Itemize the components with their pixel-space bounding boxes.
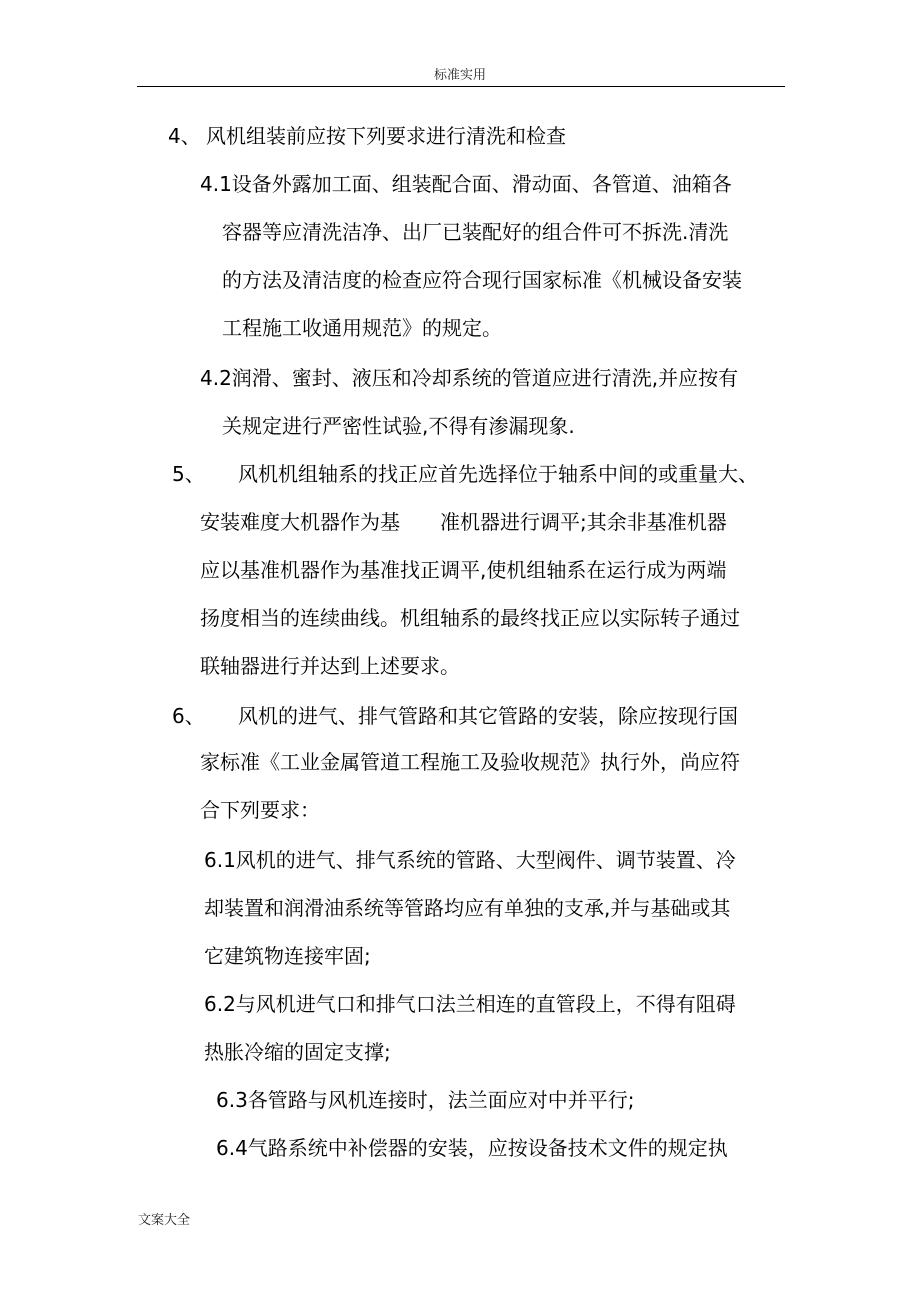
section-4-1-line-1: 4.1设备外露加工面、组装配合面、滑动面、各管道、油箱各 [200, 172, 732, 196]
section-6-2-line-2: 热胀冷缩的固定支撑; [204, 1040, 391, 1064]
section-5-line-4: 扬度相当的连续曲线。机组轴系的最终找正应以实际转子通过 [200, 606, 740, 630]
section-6-number: 6、 [172, 704, 205, 728]
section-4-number: 4、 [168, 124, 201, 148]
footer-text: 文案大全 [138, 1213, 191, 1228]
section-6-1-line-3: 它建筑物连接牢固; [204, 944, 371, 968]
section-4-1-line-4: 工程施工收通用规范》的规定。 [222, 316, 502, 340]
section-4-2-line-1: 4.2润滑、蜜封、液压和冷却系统的管道应进行清洗,并应按有 [200, 366, 739, 390]
section-6-line-2: 家标准《工业金属管道工程施工及验收规范》执行外，尚应符 [200, 750, 740, 774]
section-6-3-line-1: 6.3各管路与风机连接时，法兰面应对中并平行; [216, 1088, 635, 1112]
section-4-1-line-2: 容器等应清洗洁净、出厂已装配好的组合件可不拆洗.清洗 [222, 220, 729, 244]
header-text: 标准实用 [433, 68, 486, 83]
section-5-line-3: 应以基准机器作为基准找正调平,使机组轴系在运行成为两端 [200, 558, 727, 582]
section-5-line-1: 风机机组轴系的找正应首先选择位于轴系中间的或重量大、 [238, 462, 758, 486]
section-5-line-5: 联轴器进行并达到上述要求。 [200, 654, 460, 678]
header-divider [137, 86, 785, 87]
section-5-line-2: 安装难度大机器作为基 准机器进行调平;其余非基准机器 [200, 510, 727, 534]
section-4-line-1: 风机组装前应按下列要求进行清洗和检查 [206, 124, 566, 148]
section-4-2-line-2: 关规定进行严密性试验,不得有渗漏现象. [222, 414, 575, 438]
section-6-2-line-1: 6.2与风机进气口和排气口法兰相连的直管段上，不得有阻碍 [204, 992, 736, 1016]
section-6-4-line-1: 6.4气路系统中补偿器的安装，应按设备技术文件的规定执 [216, 1136, 728, 1160]
section-6-line-3: 合下列要求： [200, 798, 320, 822]
section-6-1-line-2: 却装置和润滑油系统等管路均应有单独的支承,并与基础或其 [204, 896, 731, 920]
section-5-number: 5、 [172, 462, 205, 486]
section-6-1-line-1: 6.1风机的进气、排气系统的管路、大型阀件、调节装置、冷 [204, 848, 736, 872]
section-6-line-1: 风机的进气、排气管路和其它管路的安装，除应按现行国 [238, 704, 738, 728]
section-4-1-line-3: 的方法及清洁度的检查应符合现行国家标准《机械设备安装 [222, 268, 742, 292]
